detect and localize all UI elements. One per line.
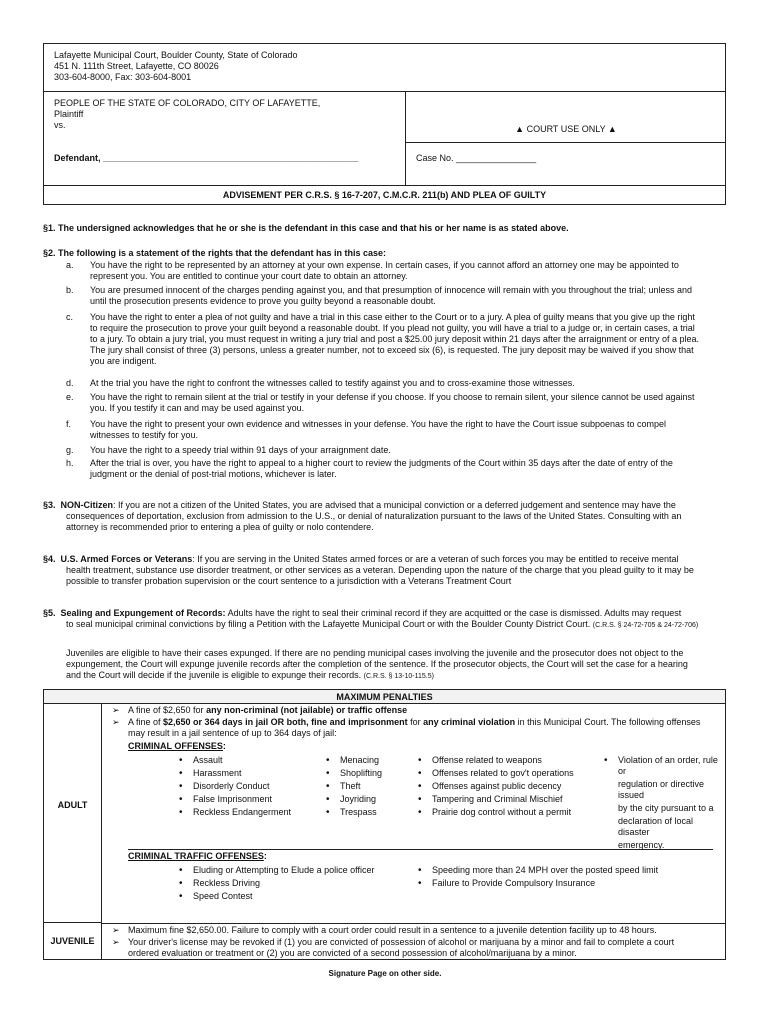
penalties-heading: MAXIMUM PENALTIES	[44, 690, 725, 704]
arrow-icon: ➢	[112, 925, 120, 935]
section-3-title: NON-Citizen	[60, 500, 114, 510]
juvenile-fine: Maximum fine $2,650.00. Failure to comply with a court order could result in a sentence to a juvenile detention facility up to 48 hours.	[128, 925, 657, 935]
court-use-block	[406, 92, 726, 185]
section-3: §3. NON-Citizen: If you are not a citizen of the United States, you are advised that a municipal conviction or a deferred judgement and sentence may have the consequences of deportation, exclusion from admission to the U.S., or denial of naturalization pursuant to the laws of the United States. Consulting with an attorney is recommended prior to entering a plea of guilty or nolo contendere.	[43, 500, 682, 532]
juvenile-label: JUVENILE	[44, 923, 102, 959]
court-header	[44, 44, 725, 92]
penalties-body: ➢ A fine of $2,650 for any non-criminal (not jailable) or traffic offense ➢ A fine of $2,650 or 364 days in jail OR both, fine and imprisonment for any criminal violation in this Municipal Court. The following offenses may result in a jail sentence of up to 364 days of jail: CRIMINAL OFFENSES: • Assault • Harassment • Disorderly Conduct • False Imprisonment • Reckless Endangerment • Menacing • Shoplifting • Theft • Joyriding • Trespass • Offense related to weapons • Offenses related to gov't operations • Offenses against public decency • Tampering and Criminal Mischief • Prairie dog control without a permit • Violation of an order, rule or regulation or directive issued by the city pursuant to a declaration of local disaster emergency. CRIMINAL TRAFFIC OFFENSES: • Eluding or Attempting to Elude a police officer • Reckless Driving • Speed Contest • Speeding more than 24 MPH over the posted speed limit • Failure to Provide Compulsory Insurance ➢ Maximum fine $2,650.00. Failure to comply with a court order could result in a sentence to a juvenile detention facility up to 48 hours. ➢ Your driver's license may be revoked if (1) you are convicted of possession of alcohol or marijuana by a minor and fail to complete a court ordered evaluation or treatment or (2) you are convicted of a second possession of alcohol/marijuana by a minor.	[102, 704, 726, 959]
arrow-icon: ➢	[112, 717, 120, 727]
section-1: §1. The undersigned acknowledges that he or she is the defendant in this case and that his or her name is as stated above.	[43, 223, 569, 233]
traffic-offenses-heading: CRIMINAL TRAFFIC OFFENSES:	[128, 851, 267, 861]
document-title: ADVISEMENT PER C.R.S. § 16-7-207, C.M.C.R. 211(b) AND PLEA OF GUILTY	[44, 185, 725, 206]
juvenile-expungement: Juveniles are eligible to have their cases expunged. If there are no pending municipal cases involving the juvenile and the prosecutor does not object to the expungement, the Court will expunge juvenile records after the completion of the sentence. If the prosecutor objects, the Court will set the case for a hearing and the Court will decide if the juvenile is eligible to expunge their records. (C.R.S. § 13-10-115.5)	[66, 648, 688, 680]
section-4-title: U.S. Armed Forces or Veterans	[60, 554, 193, 564]
plaintiff-line: PEOPLE OF THE STATE OF COLORADO, CITY OF LAFAYETTE,	[54, 98, 321, 108]
defendant-field[interactable]: Defendant, ___________________________________________________	[54, 153, 359, 163]
footer-note: Signature Page on other side.	[328, 969, 442, 978]
arrow-icon: ➢	[112, 937, 120, 947]
court-use-label: ▲ COURT USE ONLY ▲	[515, 124, 617, 134]
penalties-table	[43, 689, 726, 960]
section-2-heading: §2. The following is a statement of the rights that the defendant has in this case:	[43, 248, 387, 258]
fine-criminal: A fine of $2,650 or 364 days in jail OR both, fine and imprisonment for any criminal violation in this Municipal Court. The following offenses may result in a jail sentence of up to 364 days of jail:	[128, 717, 701, 738]
section-4: §4. U.S. Armed Forces or Veterans: If you are serving in the United States armed forces or are a veteran of such forces you may be entitled to receive mental health treatment, substance use disorder treatment, or other services as a veteran. Depending upon the nature of the charge that you plead guilty to it may be possible to transfer probation supervision or the court sentence to a jurisdiction with a Veterans Treatment Court	[43, 554, 694, 586]
court-phone: 303-604-8000, Fax: 303-604-8001	[54, 72, 192, 82]
section-5: §5. Sealing and Expungement of Records: Adults have the right to seal their criminal record if they are acquitted or the case is dismissed. Adults may request to seal municipal criminal convictions by filing a Petition with the Lafayette Municipal Court or with the Boulder County District Court. (C.R.S. § 24-72-705 & 24-72-706)	[43, 608, 699, 629]
rights-list: a. You have the right to be represented by an attorney at your own expense. In certain cases, if you cannot afford an attorney one may be appointed to represent you. You are entitled to continue your court date to obtain an attorney. b. You are presumed innocent of the charges pending against you, and that presumption of innocence will remain with you throughout the trial; unless and until the prosecution presents evidence to prove you guilty beyond a reasonable doubt. c. You have the right to enter a plea of not guilty and have a trial in this case either to the Court or to a jury. A plea of guilty means that you give up the right to require the prosecution to prove your guilt beyond a reasonable doubt. If you plead not guilty, you will have a trial to a judge or, in certain cases, a trial to a jury. To obtain a jury trial, you must request in writing a jury trial and post a $25.00 jury deposit within 21 days after the arraignment or entry of a plea. The jury shall consist of three (3) persons, unless a greater number, not to exceed six (6), is requested. The jury deposit may be waived if you show that you are indigent. d. At the trial you have the right to confront the witnesses called to testify against you and to cross-examine those witnesses. e. You have the right to remain silent at the trial or testify in your defense if you choose. If you choose to remain silent, your silence cannot be used against you. If you testify it can and may be used against you. f. You have the right to present your own evidence and witnesses in your defense. You have the right to have the Court issue subpoenas to compel witnesses to testify for you. g. You have the right to a speedy trial within 91 days of your arraignment date. h. After the trial is over, you have the right to appeal to a higher court to review the judgments of the Court within 35 days after the date of entry of the judgment or the denial of post-trial motions, whichever is later.	[66, 260, 699, 479]
adult-label: ADULT	[44, 704, 102, 923]
versus-label: vs.	[54, 120, 66, 130]
court-address: 451 N. 111th Street, Lafayette, CO 80026	[54, 61, 219, 71]
plaintiff-label: Plaintiff	[54, 109, 84, 119]
fine-non-criminal: A fine of $2,650 for any non-criminal (not jailable) or traffic offense	[128, 705, 408, 715]
juvenile-license: Your driver's license may be revoked if (1) you are convicted of possession of alcohol or marijuana by a minor and fail to complete a court ordered evaluation or treatment or (2) you are convicted of a second possession of alcohol/marijuana by a minor.	[128, 937, 675, 958]
parties-block	[44, 92, 406, 185]
criminal-offenses-heading: CRIMINAL OFFENSES:	[128, 741, 226, 751]
caption-box	[43, 43, 726, 205]
arrow-icon: ➢	[112, 705, 120, 715]
section-5-title: Sealing and Expungement of Records:	[60, 608, 226, 618]
court-name: Lafayette Municipal Court, Boulder County, State of Colorado	[54, 50, 298, 60]
case-number-field[interactable]: Case No. ________________	[416, 153, 537, 163]
